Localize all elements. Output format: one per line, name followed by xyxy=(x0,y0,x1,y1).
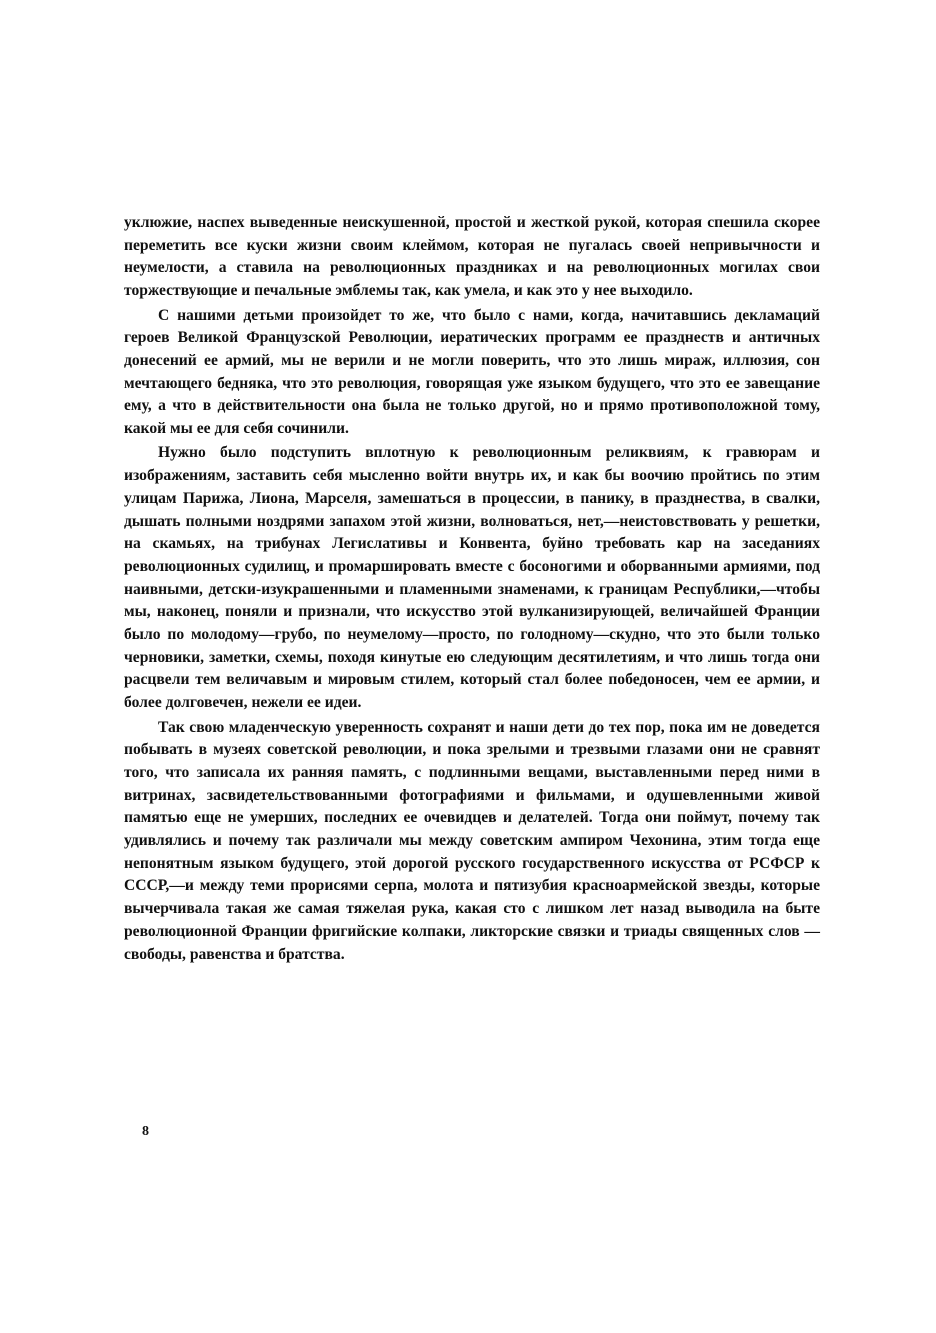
body-text xyxy=(124,212,820,968)
page-number: 8 xyxy=(142,1124,149,1139)
paragraph-2: С нашими детьми произойдет то же, что было с нами, когда, начитавшись декламаций героев Великой Французской Революции, иератических программ ее празднеств и античных донесений ее армий, мы не верили и не могли поверить, что это лишь мираж, иллюзия, сон мечтающего бедняка, что это революция, говорящая уже языком будущего, что это ее завещание ему, а что в действительности она была не только другой, но и прямо противоположной тому, какой мы ее для себя сочинили. xyxy=(124,306,820,438)
paragraph-1: уклюжие, наспех выведенные неискушенной, простой и жесткой рукой, которая спешила скорее переметить все куски жизни своим клеймом, которая не пугалась своей непривычности и неумелости, а ставила на революционных праздниках и на революционных могилах свои торжествующие и печальные эмблемы так, как умела, и как это у нее выходило. xyxy=(124,214,820,300)
paragraph-3: Нужно было подступить вплотную к революционным реликвиям, к гравюрам и изображениям, заставить себя мысленно войти внутрь их, и как бы воочию пройтись по этим улицам Парижа, Лиона, Марселя, замешаться в процессии, в панику, в празднества, в свалки, дышать полными ноздрями запахом этой жизни, волноваться, нет,—неистовствовать у решетки, на скамьях, на трибунах Легислативы и Конвента, буйно требовать кар на заседаниях революционных судилищ, и промаршировать вместе с босоногими и оборванными армиями, под наивными, детски-изукрашенными и пламенными знаменами, к границам Республики,—чтобы мы, наконец, поняли и признали, что искусство этой вулканизирующей, величайшей Франции было по молодому—грубо, по неумелому—просто, по голодному—скудно, что это были только черновики, заметки, схемы, походя кинутые ею следующим десятилетиям, и что лишь тогда они расцвели тем величавым и мировым стилем, который стал более победоносен, чем ее армии, и более долговечен, нежели ее идеи. xyxy=(124,444,820,712)
paragraph-4: Так свою младенческую уверенность сохранят и наши дети до тех пор, пока им не доведется побывать в музеях советской революции, и пока зрелыми и трезвыми глазами они не сравнят того, что записала их ранняя память, с подлинными вещами, выставленными перед ними в витринах, засвидетельствованными фотографиями и фильмами, и одушевленными живой памятью еще не умерших, последних ее очевидцев и делателей. Тогда они поймут, почему так удивлялись и почему так различали мы между советским ампиром Чехонина, этим тогда еще непонятным языком будущего, этой дорогой русского государственного искусства от РСФСР к СССР,—и между теми прорисями серпа, молота и пятизубия красноармейской звезды, которые вычерчивала такая же самая тяжелая рука, какая сто с лишком лет назад выводила на быте революционной Франции фригийские колпаки, ликторские связки и триады священных слов — свободы, равенства и братства. xyxy=(124,718,820,963)
